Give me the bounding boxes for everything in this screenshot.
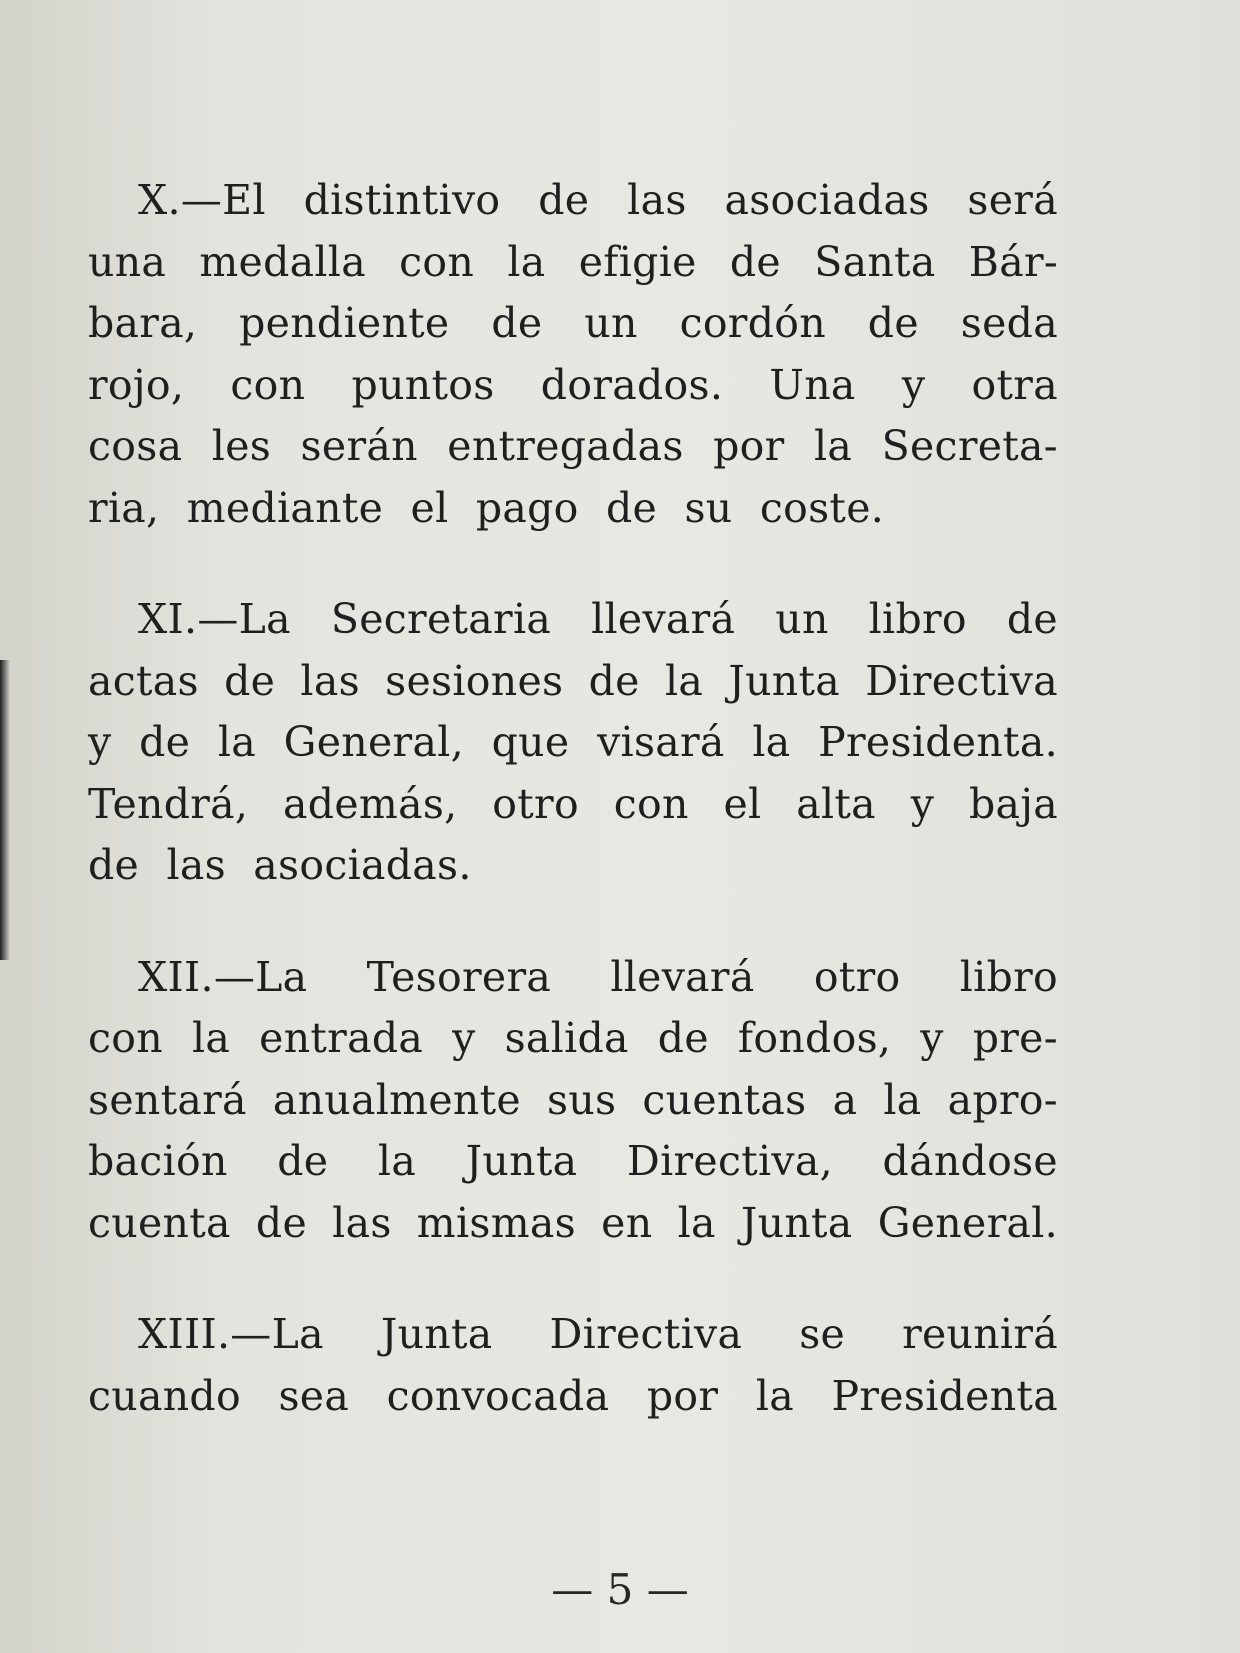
word: la: [191, 1014, 231, 1062]
word: libro: [868, 595, 967, 643]
word: por: [646, 1371, 719, 1420]
word: pre-: [972, 1014, 1058, 1062]
word: de: [277, 1137, 329, 1185]
word: la: [377, 1137, 417, 1185]
word: que: [491, 718, 570, 766]
word: las: [627, 176, 687, 224]
word: y: [920, 1014, 944, 1062]
word: medalla: [199, 237, 366, 286]
word: serán: [300, 422, 418, 470]
binding-shadow: [0, 660, 10, 960]
text-line: [88, 232, 1058, 294]
word: visará: [597, 718, 725, 766]
word: con: [613, 779, 689, 828]
text-line: [88, 589, 1058, 651]
word: y: [88, 718, 112, 766]
word: Santa: [814, 237, 936, 286]
word: Tendrá,: [88, 779, 249, 828]
word: llevará: [610, 952, 755, 1001]
word: un: [775, 595, 829, 643]
word: y: [901, 360, 926, 409]
word: Directiva: [549, 1310, 743, 1358]
word: convocada: [386, 1371, 610, 1420]
word: General,: [283, 718, 464, 766]
word: X.—El: [138, 176, 266, 224]
word: sea: [278, 1371, 350, 1420]
word: y: [910, 779, 935, 828]
word: de: [139, 718, 191, 766]
word: Presidenta.: [818, 718, 1058, 766]
article-xii: [88, 947, 1058, 1255]
word: además,: [283, 779, 458, 828]
word: de: [491, 299, 543, 347]
word: salida: [504, 1014, 629, 1062]
body-text: [88, 170, 1058, 1477]
word: XIII.—La: [138, 1310, 324, 1358]
word: cuando: [88, 1371, 241, 1420]
word: otra: [971, 360, 1058, 409]
word: Junta: [380, 1310, 493, 1358]
word: cuentas: [642, 1075, 807, 1124]
word: de: [657, 1014, 709, 1062]
word: Junta: [465, 1137, 578, 1185]
word: de: [729, 237, 781, 286]
text-line: [88, 712, 1058, 774]
text-line: [88, 1304, 1058, 1366]
word: actas: [88, 656, 199, 705]
word: entregadas: [447, 422, 684, 470]
article-xiii: [88, 1304, 1058, 1427]
word: General.: [877, 1198, 1058, 1247]
word: el: [723, 779, 762, 828]
word: les: [211, 422, 272, 470]
word: con: [88, 1014, 163, 1062]
word: pendiente: [239, 299, 450, 347]
word: dorados.: [540, 360, 724, 409]
text-line: [88, 1366, 1058, 1428]
word: la: [755, 1371, 794, 1420]
word: de: [255, 1198, 308, 1247]
word: sus: [546, 1075, 617, 1124]
word: la: [507, 237, 546, 286]
word: de: [538, 176, 590, 224]
word: Secreta-: [881, 422, 1058, 470]
article-xi: [88, 589, 1058, 897]
word: Junta: [728, 656, 841, 705]
text-line: [88, 1131, 1058, 1193]
article-x: [88, 170, 1058, 539]
text-line: ria, mediante el pago de su coste.: [88, 483, 885, 532]
word: fondos,: [737, 1014, 892, 1062]
word: Junta: [740, 1198, 853, 1247]
word: sesiones: [385, 656, 564, 705]
word: bación: [88, 1137, 228, 1185]
word: sentará: [88, 1075, 247, 1124]
word: cosa: [88, 422, 183, 470]
page-number: — 5 —: [551, 1565, 689, 1614]
word: con: [399, 237, 475, 286]
word: distintivo: [303, 176, 501, 224]
word: un: [584, 299, 638, 347]
word: las: [332, 1198, 392, 1247]
word: a: [832, 1075, 858, 1124]
text-line: [88, 1193, 1058, 1255]
word: alta: [796, 779, 876, 828]
word: de: [1006, 595, 1058, 643]
text-line: [88, 651, 1058, 713]
text-line: [88, 774, 1058, 836]
word: puntos: [351, 360, 495, 409]
word: otro: [813, 952, 901, 1001]
word: será: [967, 176, 1058, 224]
word: Tesorera: [366, 952, 552, 1001]
word: rojo,: [88, 360, 185, 409]
word: la: [664, 656, 704, 705]
word: y: [452, 1014, 476, 1062]
word: la: [677, 1198, 716, 1247]
word: cuenta: [88, 1198, 231, 1247]
text-line: [88, 293, 1058, 355]
word: las: [300, 656, 360, 705]
text-line: [88, 170, 1058, 232]
word: apro-: [947, 1075, 1058, 1124]
word: en: [601, 1198, 653, 1247]
word: de: [867, 299, 919, 347]
word: XII.—La: [138, 952, 308, 1001]
text-line: [88, 355, 1058, 417]
word: mismas: [416, 1198, 576, 1247]
word: XI.—La: [138, 595, 291, 643]
word: Una: [769, 360, 856, 409]
text-line: de las asociadas.: [88, 841, 472, 889]
word: la: [752, 718, 791, 766]
word: se: [799, 1310, 846, 1358]
word: anualmente: [272, 1075, 521, 1124]
text-line: [88, 947, 1058, 1009]
word: seda: [960, 299, 1058, 347]
word: la: [814, 422, 853, 470]
word: Directiva,: [626, 1137, 833, 1185]
word: de: [224, 656, 276, 705]
word: Directiva: [865, 656, 1058, 705]
word: de: [588, 656, 640, 705]
word: la: [217, 718, 257, 766]
text-line: [88, 1008, 1058, 1070]
text-line: [88, 416, 1058, 478]
word: Secretaria: [330, 595, 552, 643]
word: por: [713, 422, 785, 470]
text-line: [88, 1070, 1058, 1132]
word: llevará: [591, 595, 736, 643]
word: bara,: [88, 299, 198, 347]
word: dándose: [882, 1137, 1058, 1185]
word: entrada: [259, 1014, 424, 1062]
word: baja: [968, 779, 1058, 828]
word: efigie: [578, 237, 697, 286]
word: Bár-: [968, 237, 1058, 286]
word: otro: [492, 779, 579, 828]
word: la: [883, 1075, 922, 1124]
word: libro: [959, 952, 1058, 1001]
word: asociadas: [724, 176, 930, 224]
word: Presidenta: [831, 1371, 1058, 1420]
word: con: [230, 360, 306, 409]
word: cordón: [679, 299, 826, 347]
word: una: [88, 237, 167, 286]
word: reunirá: [902, 1310, 1058, 1358]
